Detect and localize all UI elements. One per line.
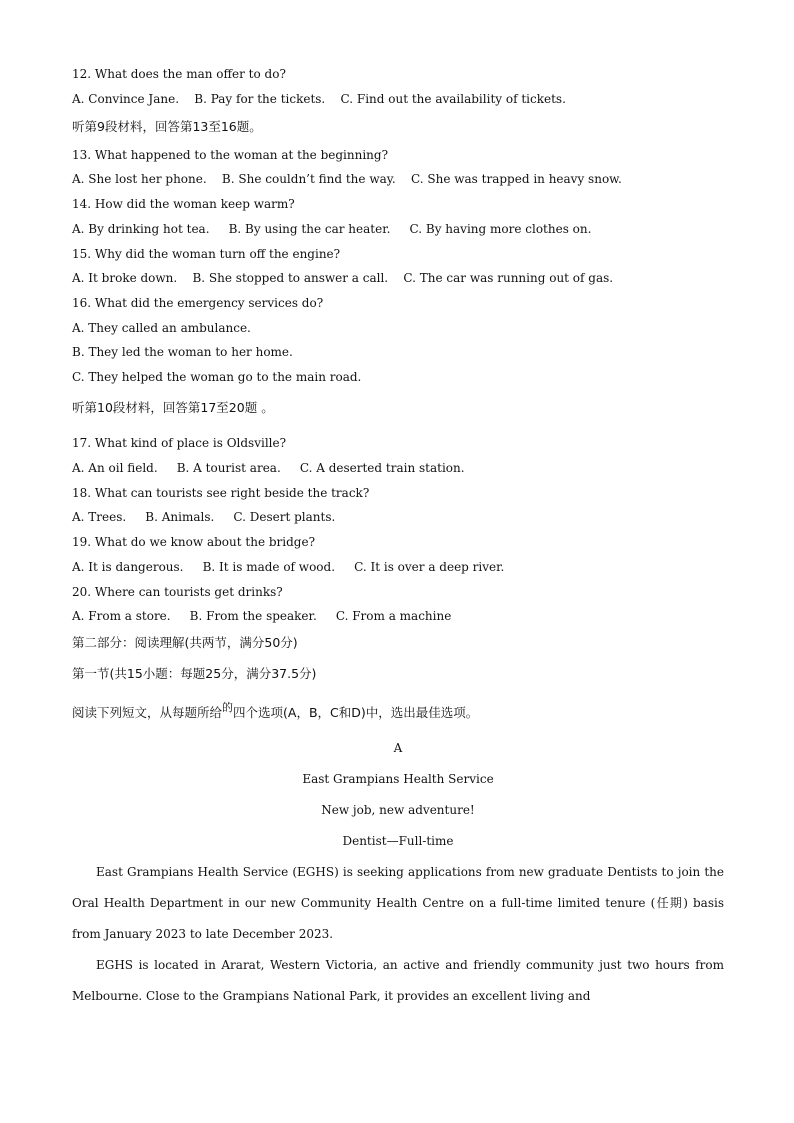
question-18-options: A. Trees. B. Animals. C. Desert plants. bbox=[72, 510, 336, 524]
question-20-options: A. From a store. B. From the speaker. C. From a machine bbox=[72, 609, 452, 623]
question-17-stem: 17. What kind of place is Oldsville? bbox=[72, 436, 287, 450]
question-12-options: A. Convince Jane. B. Pay for the tickets. C. Find out the availability of tickets. bbox=[72, 92, 566, 106]
question-20-stem: 20. Where can tourists get drinks? bbox=[72, 585, 283, 599]
question-14-stem: 14. How did the woman keep warm? bbox=[72, 197, 295, 211]
question-16-stem: 16. What did the emergency services do? bbox=[72, 296, 324, 310]
passage-position: Dentist—Full-time bbox=[342, 834, 454, 848]
passage-title: East Grampians Health Service bbox=[302, 772, 494, 786]
question-17-options: A. An oil field. B. A tourist area. C. A deserted train station. bbox=[72, 461, 465, 475]
question-15-stem: 15. Why did the woman turn off the engine? bbox=[72, 247, 341, 261]
question-16-option-c: C. They helped the woman go to the main road. bbox=[72, 370, 362, 384]
question-12-stem: 12. What does the man offer to do? bbox=[72, 67, 286, 81]
question-16-option-a: A. They called an ambulance. bbox=[72, 321, 251, 335]
section-10-instruction: 听第10段材料，回答第17至20题 。 bbox=[72, 400, 274, 415]
question-15-options: A. It broke down. B. She stopped to answer a call. C. The car was running out of gas. bbox=[72, 271, 614, 285]
instruction-text-post: 四个选项(A，B，C和D)中，选出最佳选项。 bbox=[233, 705, 479, 720]
part2-title: 第二部分：阅读理解(共两节，满分50分) bbox=[72, 635, 298, 650]
question-19-stem: 19. What do we know about the bridge? bbox=[72, 535, 316, 549]
section-9-instruction: 听第9段材料，回答第13至16题。 bbox=[72, 119, 262, 134]
instruction-text-pre: 阅读下列短文，从每题所给 bbox=[72, 705, 223, 720]
passage-paragraph-1: East Grampians Health Service (EGHS) is seeking applications from new graduate Dentists to join the Oral Health Department in our new Community Health Centre on a full-time limited tenure (任期) basis from January 2023 to late December 2023. bbox=[72, 865, 724, 941]
question-14-options: A. By drinking hot tea. B. By using the car heater. C. By having more clothes on. bbox=[72, 222, 592, 236]
reading-instruction bbox=[72, 701, 479, 722]
part2-section1-heading: 第一节(共15小题：每题25分，满分37.5分) bbox=[72, 666, 317, 681]
passage-label: A bbox=[393, 741, 403, 755]
question-16-option-b: B. They led the woman to her home. bbox=[72, 345, 293, 359]
question-19-options: A. It is dangerous. B. It is made of wood. C. It is over a deep river. bbox=[72, 560, 505, 574]
instruction-text-raised: 的 bbox=[222, 701, 234, 714]
question-13-options: A. She lost her phone. B. She couldn’t find the way. C. She was trapped in heavy snow. bbox=[72, 172, 622, 186]
question-13-stem: 13. What happened to the woman at the beginning? bbox=[72, 148, 389, 162]
question-18-stem: 18. What can tourists see right beside the track? bbox=[72, 486, 370, 500]
passage-subtitle: New job, new adventure! bbox=[321, 803, 475, 817]
passage-paragraph-2: EGHS is located in Ararat, Western Victoria, an active and friendly community just two hours from Melbourne. Close to the Grampians National Park, it provides an excellent living and bbox=[72, 958, 724, 1003]
